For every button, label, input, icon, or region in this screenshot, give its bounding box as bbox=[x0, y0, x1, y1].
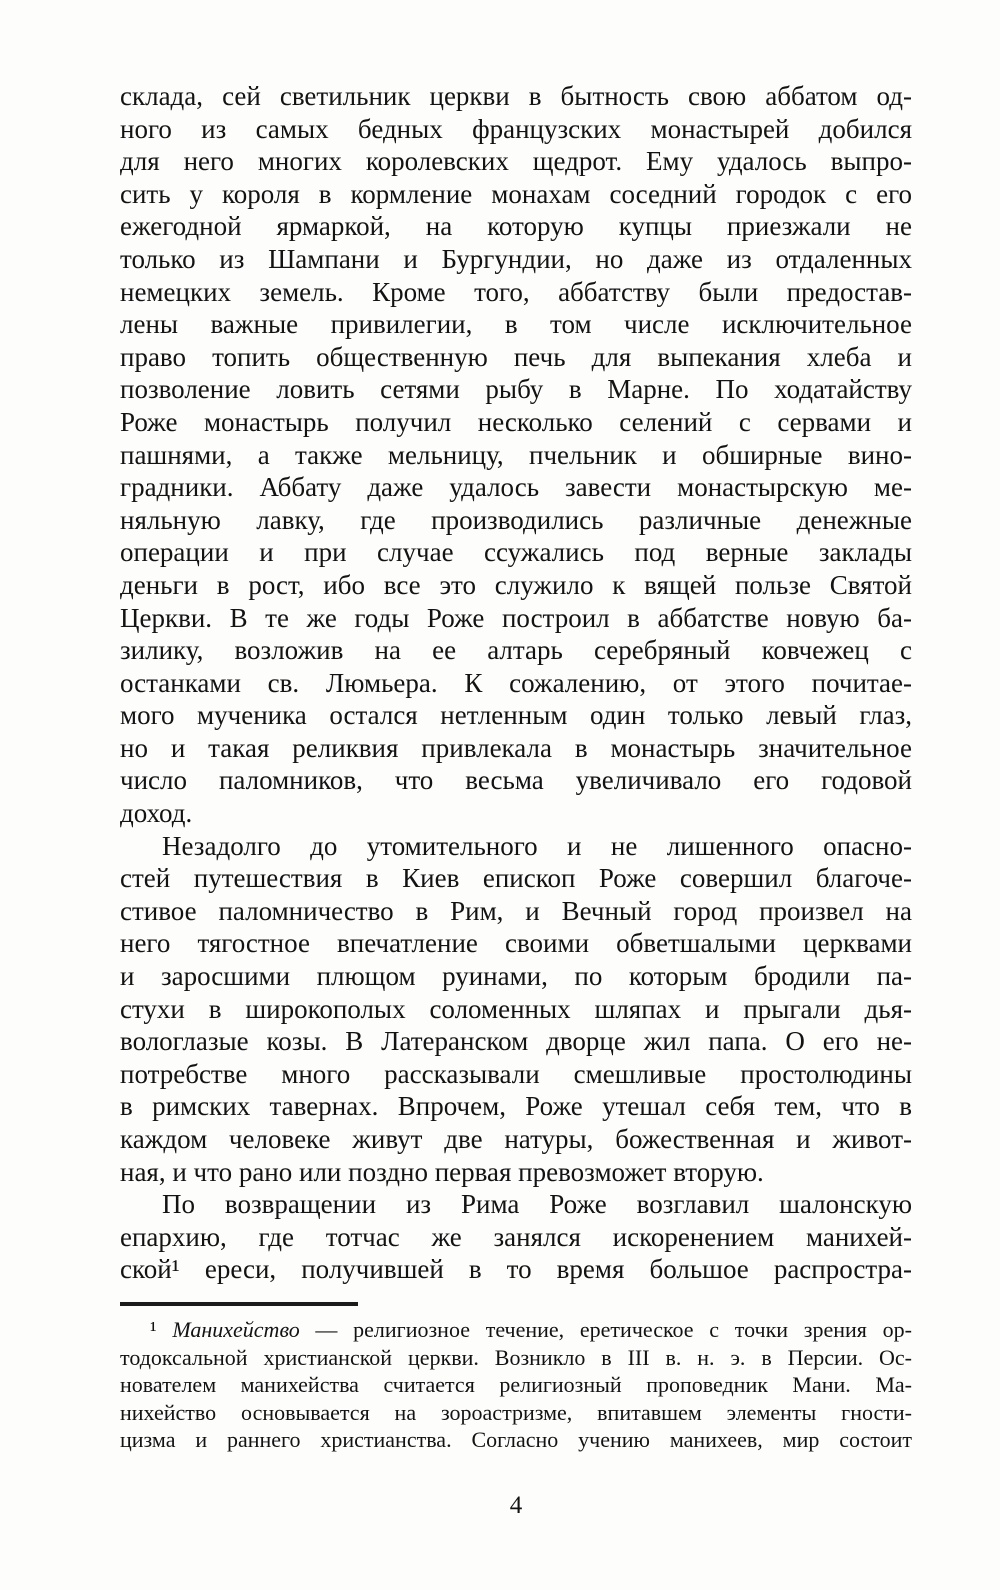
text-line: зилику, возложив на ее алтарь серебряный ковчежец с bbox=[120, 635, 912, 666]
text-line: ная, и что рано или поздно первая превозможет вторую. bbox=[120, 1156, 764, 1187]
text-line: лены важные привилегии, в том числе исключительное bbox=[120, 309, 912, 340]
page-number: 4 bbox=[509, 1491, 523, 1519]
text-line: деньги в рост, ибо все это служило к вящей пользе Святой bbox=[120, 569, 912, 600]
text-line: градники. Аббату даже удалось завести монастырскую ме- bbox=[120, 472, 912, 503]
text-line: останками св. Люмьера. К сожалению, от этого почитае- bbox=[120, 667, 912, 698]
text-line: няльную лавку, где производились различные денежные bbox=[120, 504, 912, 535]
text-line: цизма и раннего христианства. Согласно учению манихеев, мир состоит bbox=[120, 1427, 912, 1453]
paragraph bbox=[120, 80, 912, 830]
text-line: операции и при случае ссужались под верные заклады bbox=[120, 537, 912, 568]
footnote bbox=[120, 1316, 912, 1454]
text-line: ¹ Манихейство — религиозное течение, еретическое с точки зрения ор- bbox=[150, 1316, 912, 1342]
text-line: нихейство основывается на зороастризме, впитавшем элементы гности- bbox=[120, 1399, 912, 1425]
text-line: Роже монастырь получил несколько селений с сервами и bbox=[120, 406, 912, 437]
text-line: стей путешествия в Киев епископ Роже совершил благоче- bbox=[120, 863, 912, 894]
text-line: Незадолго до утомительного и не лишенного опасно- bbox=[162, 830, 912, 861]
text-line: стивое паломничество в Рим, и Вечный город произвел на bbox=[120, 895, 912, 926]
paragraph bbox=[120, 830, 912, 1189]
text-line: вологлазые козы. В Латеранском дворце жил папа. О его не- bbox=[120, 1026, 912, 1057]
text-line: мого мученика остался нетленным один только левый глаз, bbox=[120, 700, 912, 731]
text-line: но и такая реликвия привлекала в монастырь значительное bbox=[120, 732, 912, 763]
text-line: склада, сей светильник церкви в бытность свою аббатом од- bbox=[120, 81, 912, 111]
text-line: число паломников, что весьма увеличивало его годовой bbox=[120, 765, 912, 796]
footnote-rule bbox=[120, 1302, 358, 1306]
text-line: епархию, где тотчас же занялся искоренением манихей- bbox=[120, 1221, 912, 1252]
text-line: и заросшими плющом руинами, по которым бродили па- bbox=[120, 961, 912, 992]
text-line: По возвращении из Рима Роже возглавил шалонскую bbox=[162, 1189, 912, 1220]
text-line: ской¹ ереси, получившей в то время большое распростра- bbox=[120, 1254, 912, 1285]
text-line: нователем манихейства считается религиозный проповедник Мани. Ма- bbox=[120, 1372, 912, 1398]
text-line: немецких земель. Кроме того, аббатству были предостав- bbox=[120, 276, 912, 307]
text-line: каждом человеке живут две натуры, божественная и живот- bbox=[120, 1124, 912, 1154]
text-line: него тягостное впечатление своими обветшалыми церквами bbox=[120, 928, 912, 959]
text-line: Церкви. В те же годы Роже построил в аббатстве новую ба- bbox=[120, 602, 912, 633]
text-line: только из Шампани и Бургундии, но даже из отдаленных bbox=[120, 243, 912, 274]
text-line: пашнями, а также мельницу, пчельник и обширные вино- bbox=[120, 439, 912, 470]
text-line: право топить общественную печь для выпекания хлеба и bbox=[120, 341, 912, 372]
text-line: доход. bbox=[120, 798, 193, 829]
paragraph bbox=[120, 1188, 912, 1286]
text-line: ежегодной ярмаркой, на которую купцы приезжали не bbox=[120, 211, 912, 242]
text-line: ного из самых бедных французских монастырей добился bbox=[120, 113, 912, 144]
paragraph bbox=[120, 1316, 912, 1454]
text-line: потребстве много рассказывали смешливые простолюдины bbox=[120, 1058, 912, 1089]
text-line: стухи в широкополых соломенных шляпах и прыгали дья- bbox=[120, 993, 912, 1024]
text-line: для него многих королевских щедрот. Ему удалось выпро- bbox=[120, 146, 912, 177]
page-text bbox=[120, 80, 912, 1286]
text-line: в римских тавернах. Впрочем, Роже утешал себя тем, что в bbox=[120, 1091, 912, 1122]
text-line: тодоксальной христианской церкви. Возникло в III в. н. э. в Персии. Ос- bbox=[120, 1344, 912, 1370]
text-line: сить у короля в кормление монахам соседний городок с его bbox=[120, 178, 912, 209]
text-line: позволение ловить сетями рыбу в Марне. По ходатайству bbox=[120, 374, 912, 405]
